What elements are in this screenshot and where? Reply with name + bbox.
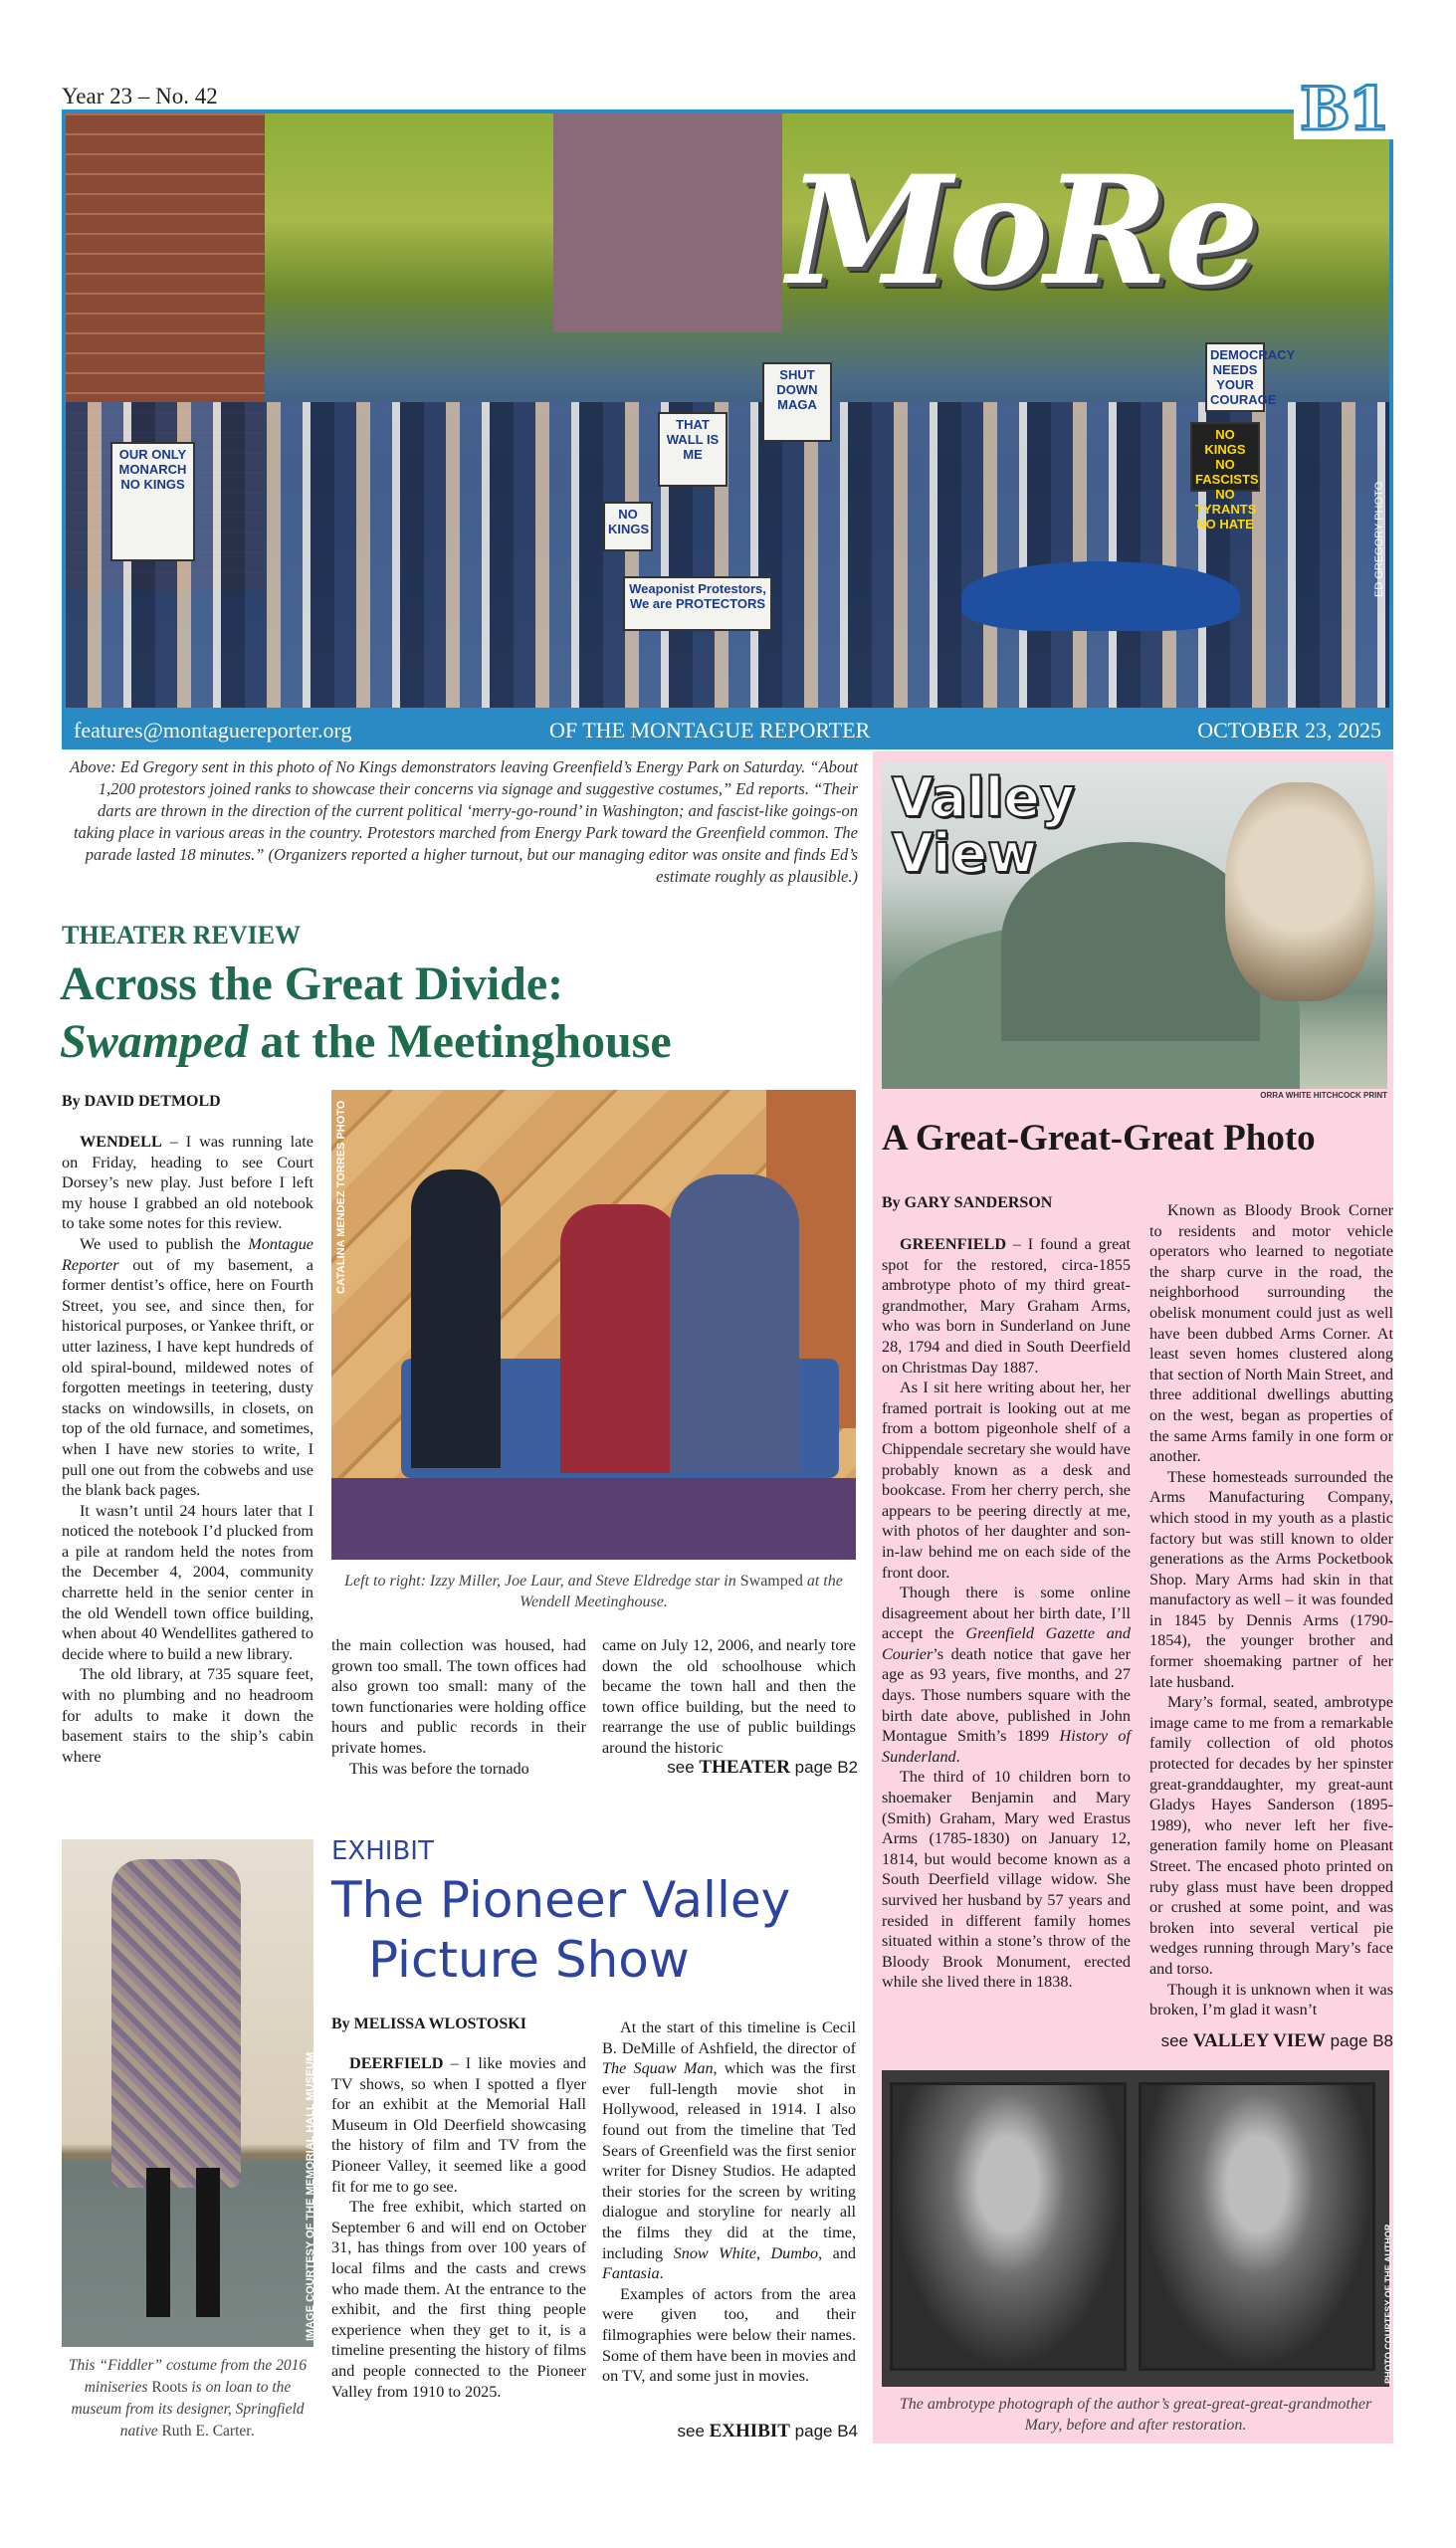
photo-credit: IMAGE COURTESY OF THE MEMORIAL HALL MUSEUM (305, 2051, 316, 2341)
issue-date: OCTOBER 23, 2025 (1197, 718, 1381, 743)
paragraph: the main collection was housed, had grown too small. The town offices had also grown too small: many of the town functionaries were holding office hours and public records in their private homes. (331, 1636, 586, 1757)
ambrotype-photo (882, 2070, 1389, 2387)
rug (331, 1478, 856, 1560)
paragraph: Mary’s formal, seated, ambrotype image came to me from a remarkable family collection of old photos protected for decades by her spinster great-granddaughter, my great-aunt Gladys Hayes Sanderson (1895-1989), who never left her five-generation family home on Pleasant Street. The encased photo printed on ruby glass must have been dropped or crushed at some point, and was broken into several vertical pie wedges running through Mary’s face and torso. (1149, 1693, 1393, 1978)
paragraph: At the start of this timeline is Cecil B. DeMille of Ashfield, the director of The Squaw Man, which was the first ever full-length movie shot in Hollywood, released in 1914. I also found out from the timeline that Ted Sears of Greenfield was the first senior writer for Disney Studios. He adapted their stories for the screen by writing dialogue and storyline for nearly all the films they did at the time, including Snow White, Dumbo, and Fantasia. (602, 2018, 857, 2283)
section-title: OF THE MONTAGUE REPORTER (549, 718, 871, 743)
article-headline: Swamped at the Meetinghouse (60, 1015, 672, 1068)
photo-credit: CATALINA MENDEZ TORRES PHOTO (335, 1100, 347, 1294)
dateline: DEERFIELD (349, 2054, 444, 2072)
protest-sign: SHUT DOWN MAGA (762, 362, 832, 442)
paragraph: Though it is unknown when it was broken, I’m glad it wasn’t (1149, 1980, 1393, 2019)
article-column (62, 1132, 313, 1767)
costume-stocking (146, 2168, 170, 2317)
montague-reporter-logo: MoRe (787, 143, 1256, 318)
actor (560, 1204, 680, 1473)
column-title-line: View (892, 822, 1037, 885)
hero-caption: Above: Ed Gregory sent in this photo of No Kings demonstrators leaving Greenfield’s Energy Park on Saturday. “About 1,200 protestors joined ranks to showcase their concerns via signage and suggestive costumes,” Ed reports. “Their darts are thrown in the direction of the current political ‘merry-go-round’ in Washington; and fascist-like goings-on taking place in various areas in the country. Protestors marched from Energy Park toward the Greenfield common. The parade lasted 18 minutes.” (Organizers reported a higher turnout, but our managing editor was onsite and finds Ed’s estimate roughly as plausible.) (70, 757, 858, 886)
article-headline: The Pioneer Valley (331, 1871, 791, 1929)
continued-jump-link[interactable]: see VALLEY VIEW page B8 (1160, 2030, 1393, 2051)
actor (411, 1169, 501, 1468)
costume-photo (62, 1839, 313, 2347)
article-headline: Picture Show (368, 1931, 690, 1989)
photo-caption: This “Fiddler” costume from the 2016 miniseries Roots is on loan to the museum from its designer, Springfield native Ruth E. Carter. (68, 2357, 308, 2440)
protest-sign: OUR ONLY MONARCH NO KINGS (110, 442, 195, 561)
article-column (602, 1635, 856, 1759)
paragraph: Examples of actors from the area were given too, and their filmographies were below their names. Some of them have been in movies and on TV, and some just in movies. (602, 2284, 856, 2386)
paragraph: As I sit here writing about her, her framed portrait is looking out at me from a bottom pigeonhole shelf of a Chippendale secretary she would have probably known as a desk and bookcase. From her cherry perch, she appears to be peering directly at me, with photos of her daughter and son-in-law behind me on each side of the front door. (882, 1379, 1131, 1582)
page-number: B1 (1294, 80, 1393, 139)
section-kicker: THEATER REVIEW (62, 921, 302, 950)
hero-photo (62, 109, 1393, 712)
paragraph: DEERFIELD – I like movies and TV shows, so when I spotted a flyer for an exhibit at the Memorial Hall Museum in Old Deerfield showcasing the history of film and TV from the Pioneer Valley, it seemed like a good fit for me to go see. (331, 2054, 586, 2196)
byline: By MELISSA WLOSTOSKI (331, 2016, 526, 2032)
article-column (1149, 1200, 1393, 2020)
article-column (602, 2017, 856, 2387)
section-kicker: EXHIBIT (331, 1836, 434, 1866)
paragraph: The free exhibit, which started on September 6 and will end on October 31, has things from over 100 years of local films and the casts and crews who made them. At the entrance to the exhibit, and the first thing people experience when they get to it, is a timeline presenting the history of films and people connected to the Pioneer Valley from 1910 to 2025. (331, 2198, 586, 2401)
protest-sign: NO KINGS NO FASCISTS NO TYRANTS NO HATE (1190, 422, 1260, 492)
dateline: WENDELL (80, 1133, 162, 1151)
protest-sign: Weaponist Protestors, We are PROTECTORS (623, 576, 772, 631)
article-column (331, 1635, 586, 1779)
paragraph: These homesteads surrounded the Arms Manufacturing Company, which stood in my youth as a plastic factory but was still known to older generations as the Arms Pocketbook Shop. Mary Arms had skin in that manufactory as well – it was founded in 1845 by Dennis Arms (1790-1854), the younger brother and former shoemaking partner of her late husband. (1149, 1467, 1393, 1691)
columnist-portrait (1225, 782, 1374, 1001)
costume-coat (111, 1859, 241, 2188)
section-banner (62, 712, 1393, 749)
valley-view-header-image (882, 762, 1387, 1089)
paragraph: The old library, at 735 square feet, with no plumbing and no headroom for adults to make it down the basement stairs to the ship’s cabin where (62, 1665, 313, 1766)
dateline: GREENFIELD (900, 1235, 1007, 1253)
continued-jump-link[interactable]: see EXHIBIT page B4 (677, 2421, 858, 2442)
paragraph: Though there is some online disagreement about her birth date, I’ll accept the Greenfield Gazette and Courier’s death notice that gave her age as 93 years, five months, and 27 days. Those numbers square with the birth date above, published in John Montague Smith’s 1899 History of Sunderland. (882, 1584, 1131, 1766)
image-credit: ORRA WHITE HITCHCOCK PRINT (1260, 1091, 1387, 1100)
paragraph: The third of 10 children born to shoemaker Benjamin and Mary (Smith) Graham, Mary wed Erastus Arms (1785-1830) on January 12, 1814, but would become known as a South Deerfield village widow. She survived her husband by 57 years and resided in different family homes situated within a stone’s throw of the Bloody Brook Monument, erected while she lived there in 1838. (882, 1768, 1131, 1992)
photo-credit: PHOTO COURTESY OF THE AUTHOR (1383, 2224, 1393, 2384)
protest-sign: THAT WALL IS ME (658, 412, 728, 487)
paragraph: We used to publish the Montague Reporter out of my basement, a former dentist’s office, here on Fourth Street, you see, and since then, for historical purposes, or Yankee thrift, or utter laziness, I have kept hundreds of old spiral-bound, mildewed notes of forgotten meetings in teetering, dusty stacks on windowsills, in closets, on top of the old furnace, and sometimes, when I have new stories to write, I pull one out from the cobwebs and use the blank back pages. (62, 1234, 313, 1500)
building (553, 113, 782, 332)
ambrotype-before (890, 2082, 1127, 2371)
issue-number: Year 23 – No. 42 (62, 84, 218, 108)
photo-caption: Left to right: Izzy Miller, Joe Laur, and Steve Eldredge star in Swamped at the Wendell Meetinghouse. (344, 1573, 843, 1610)
byline: By GARY SANDERSON (882, 1194, 1053, 1211)
protest-sign: NO KINGS (603, 502, 653, 551)
actor (670, 1174, 799, 1473)
article-headline: Across the Great Divide: (60, 957, 564, 1010)
play-photo (331, 1090, 856, 1560)
paragraph: WENDELL – I was running late on Friday, heading to see Court Dorsey’s new play. Just before I left my house I grabbed an old notebook to take some notes for this review. (62, 1133, 313, 1233)
article-headline: A Great-Great-Great Photo (882, 1118, 1316, 1159)
protest-sign: DEMOCRACY NEEDS YOUR COURAGE (1205, 342, 1265, 412)
paragraph: Known as Bloody Brook Corner to residents and motor vehicle operators who learned to negotiate the sharp curve in the road, the neighborhood surrounding the obelisk monument could just as well have been dubbed Arms Corner. At least seven homes clustered along that section of North Main Street, and three additional dwellings abutting on the west, began as properties of the same Arms family in one form or another. (1149, 1201, 1394, 1466)
column-title-line: Valley (892, 766, 1076, 829)
photo-caption: The ambrotype photograph of the author’s great-great-great-grandmother Mary, before and after restoration. (899, 2396, 1372, 2434)
kayak (961, 561, 1240, 631)
article-column (882, 1234, 1131, 1993)
paragraph: came on July 12, 2006, and nearly tore down the old schoolhouse which became the town hall and then the town office building, but the need to rearrange the use of public buildings around the historic (602, 1636, 856, 1757)
column-title (892, 766, 1076, 885)
costume-stocking (196, 2168, 220, 2317)
continued-jump-link[interactable]: see THEATER page B2 (667, 1757, 858, 1778)
byline: By DAVID DETMOLD (62, 1093, 221, 1110)
article-column (331, 2053, 586, 2402)
hero-photo-credit: ED GREGORY PHOTO (1373, 481, 1385, 597)
paragraph: It wasn’t until 24 hours later that I noticed the notebook I’d plucked from a pile at random held the notes from the December 4, 2004, community charrette held in the senior center in the old Wendell town office building, when about 40 Wendellites gathered to decide where to build a new library. (62, 1501, 313, 1663)
paragraph: GREENFIELD – I found a great spot for the restored, circa-1855 ambrotype photo of my third great-grandmother, Mary Graham Arms, who was born in Sunderland on June 28, 1794 and died in South Deerfield on Christmas Day 1887. (882, 1235, 1131, 1377)
contact-email-link[interactable]: features@montaguereporter.org (74, 718, 352, 743)
paragraph: This was before the tornado (349, 1759, 529, 1778)
ambrotype-after (1139, 2082, 1375, 2371)
